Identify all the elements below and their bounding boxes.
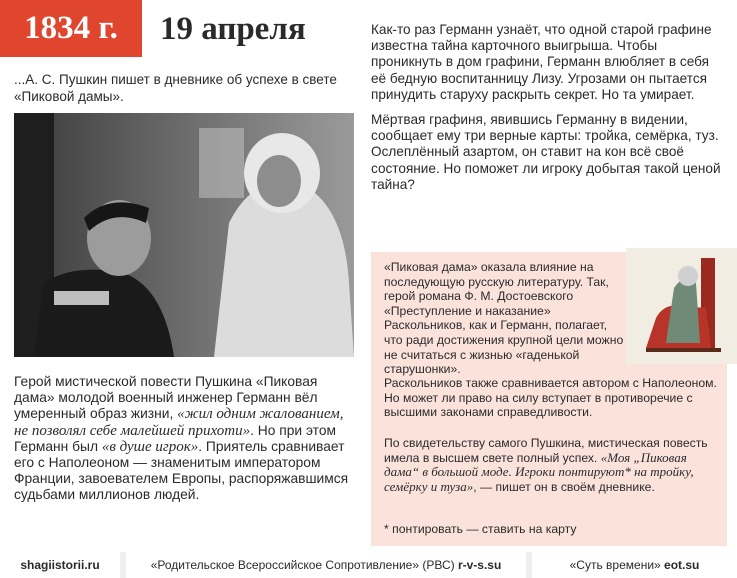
footer-link-eot[interactable] xyxy=(532,552,737,578)
footer-eot-text: «Суть времени» xyxy=(569,558,665,572)
sidebar-paragraph-2: Раскольников также сравнивается автором с Наполеоном. Но может ли право на силу вступает в противоречие с высшими законами справедливости. xyxy=(384,376,717,420)
hero-description xyxy=(14,374,356,504)
year-badge: 1834 г. xyxy=(0,0,142,57)
countess-drawing xyxy=(626,248,737,364)
footer-link-rvs[interactable] xyxy=(126,552,526,578)
hero-quote-1: «жил одним жалованием, не позволял себе малейшей прихоти» xyxy=(14,406,344,439)
sidebar-paragraph-3 xyxy=(384,436,724,494)
hero-text-2: . Но при этом Германн был xyxy=(14,422,337,454)
intro-text: ...А. С. Пушкин пишет в дневнике об успехе в свете «Пиковой дамы». xyxy=(14,72,337,104)
sidebar-footnote: * понтировать — ставить на карту xyxy=(384,522,577,536)
hero-text-3: . Приятель сравнивает его с Наполеоном — знаменитым императором Франции, завоевателем Европы, распоряжавшимся судьбами миллионов людей. xyxy=(14,438,349,503)
plot-paragraph-2: Мёртвая графиня, явившись Германну в видении, сообщает ему три верные карты: тройка, семёрка, туз. Ослеплённый азартом, он ставит на кон всё своё состояние. Но поможет ли игроку добытая такой ценой тайна? xyxy=(371,112,721,192)
sidebar-paragraph-1: «Пиковая дама» оказала влияние на последующую русскую литературу. Так, герой романа Ф. М. Достоевского «Преступление и наказание» Раскольников, как и Германн, полагает, что ради достижения крупной цели можно не считаться с жизнью «гаденькой старушонки». xyxy=(384,260,624,377)
plot-paragraph-1: Как-то раз Германн узнаёт, что одной старой графине известна тайна карточного выигрыша. Чтобы проникнуть в дом графини, Германн влюбляет в себя её бедную воспитанницу Лизу. Угрозами он пытается принудить старуху раскрыть секрет. Но та умирает. xyxy=(371,22,712,102)
footer-rvs-text: «Родительское Всероссийское Сопротивление» (РВС) xyxy=(150,558,458,572)
footer-bar xyxy=(0,552,737,578)
film-still-illustration xyxy=(14,113,354,357)
hero-text-1: Герой мистической повести Пушкина «Пиковая дама» молодой военный инженер Германн вёл умеренный образ жизни, xyxy=(14,374,318,422)
footer-link-shagiistorii[interactable]: shagiistorii.ru xyxy=(0,552,120,578)
date-heading: 19 апреля xyxy=(160,11,306,47)
hero-quote-2: «в душе игрок» xyxy=(101,438,199,455)
footer-rvs-url[interactable]: r-v-s.su xyxy=(457,558,502,572)
countess-illustration xyxy=(626,248,737,364)
sidebar-quote: «Моя „Пиковая дама“ в большой моде. Игроки понтируют* на тройку, семёрку и туза» xyxy=(384,449,694,494)
plot-summary xyxy=(371,22,727,193)
film-still-photo xyxy=(14,113,354,357)
footer-eot-url[interactable]: eot.su xyxy=(664,558,700,572)
sidebar-text-3a: По свидетельству самого Пушкина, мистическая повесть имела в высшем свете полный успех. xyxy=(384,436,708,465)
influence-sidebar xyxy=(371,252,727,546)
sidebar-text-3b: , — пишет он в своём дневнике. xyxy=(473,479,655,494)
